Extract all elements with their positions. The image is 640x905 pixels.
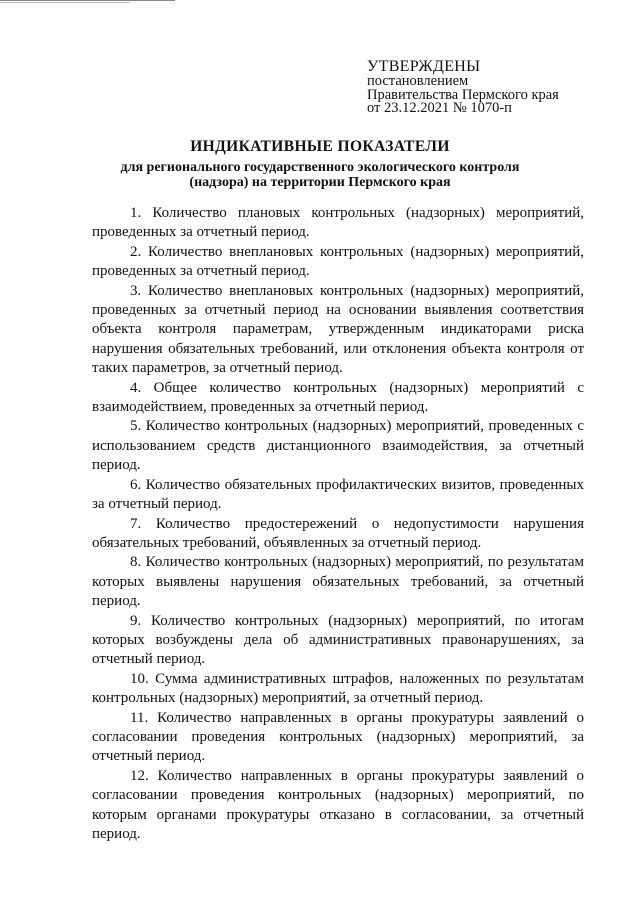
indicator-item: 6. Количество обязательных профилактических визитов, проведенных за отчетный период. — [92, 476, 584, 513]
scan-edge-line — [0, 0, 175, 1]
subtitle-line: для регионального государственного экологического контроля — [120, 160, 520, 175]
document-subtitle — [100, 160, 540, 190]
indicator-item: 2. Количество внеплановых контрольных (надзорных) мероприятий, проведенных за отчетный период. — [92, 243, 584, 280]
indicator-item: 4. Общее количество контрольных (надзорных) мероприятий с взаимодействием, проведенных за отчетный период. — [92, 379, 584, 416]
indicator-item: 5. Количество контрольных (надзорных) мероприятий, проведенных с использованием средств дистанционного взаимодействия, за отчетный период. — [92, 418, 584, 474]
approval-line: постановлением — [367, 73, 469, 89]
approval-line: от 23.12.2021 № 1070-п — [367, 100, 512, 116]
approval-line: Правительства Пермского края — [367, 86, 559, 103]
indicator-item: 8. Количество контрольных (надзорных) мероприятий, по результатам которых выявлены нарушения обязательных требований, за отчетный период. — [92, 554, 584, 610]
approval-title: УТВЕРЖДЕНЫ — [367, 58, 481, 75]
indicator-item: 11. Количество направленных в органы прокуратуры заявлений о согласовании проведения контрольных (надзорных) мероприятий, за отчетный период. — [92, 709, 584, 765]
subtitle-line: (надзора) на территории Пермского края — [189, 175, 451, 190]
indicator-item: 10. Сумма административных штрафов, наложенных по результатам контрольных (надзорных) мероприятий, за отчетный период. — [92, 670, 584, 707]
indicator-item: 3. Количество внеплановых контрольных (надзорных) мероприятий, проведенных за отчетный период на основании выявления соответствия объекта контроля параметрам, утвержденным индикаторами риска нарушения обязательных требований, или отклонения объекта контроля от таких параметров, за отчетный период. — [92, 282, 584, 377]
indicator-list — [92, 204, 584, 844]
indicator-item: 9. Количество контрольных (надзорных) мероприятий, по итогам которых возбуждены дела об административных правонарушениях, за отчетный период. — [92, 612, 584, 668]
indicator-item: 12. Количество направленных в органы прокуратуры заявлений о согласовании проведения контрольных (надзорных) мероприятий, по которым органами прокуратуры отказано в согласовании, за отчетный период. — [92, 767, 584, 842]
indicator-item: 7. Количество предостережений о недопустимости нарушения обязательных требований, объявленных за отчетный период. — [92, 515, 584, 551]
document-title: ИНДИКАТИВНЫЕ ПОКАЗАТЕЛИ — [190, 138, 450, 155]
scan-edge-line — [0, 2, 130, 3]
indicator-item: 1. Количество плановых контрольных (надзорных) мероприятий, проведенных за отчетный период. — [92, 205, 584, 241]
approval-block — [367, 58, 617, 116]
